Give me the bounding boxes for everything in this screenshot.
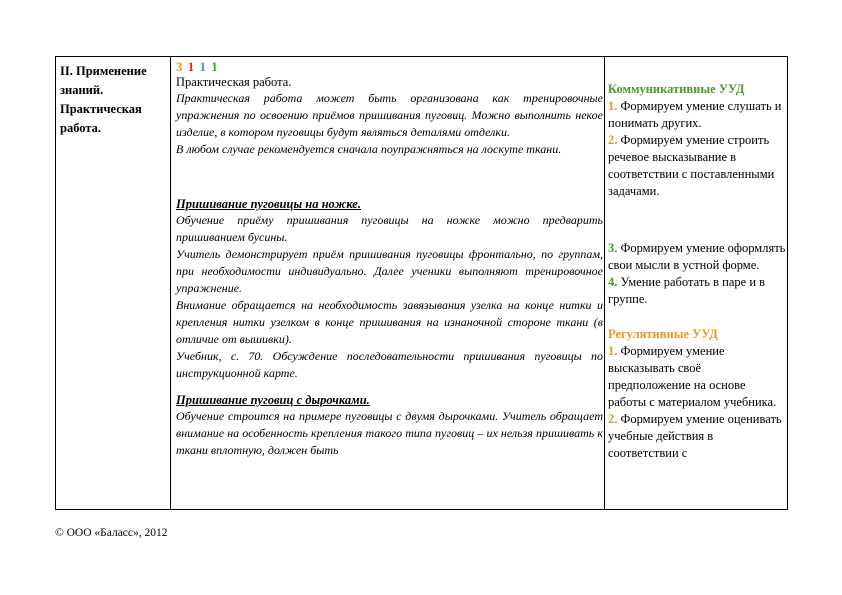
paragraph: Обучение строится на примере пуговицы с двумя дырочками. Учитель обращает внимание на особенность крепления такого типа пуговиц – их нельзя пришивать к ткани вплотную, должен быть (176, 409, 603, 457)
number-blue: 1 (199, 59, 207, 74)
stage-line: II. Применение (60, 64, 147, 78)
section-title: Практическая работа. (176, 75, 292, 89)
uud-item: 4. Умение работать в паре и в группе. (608, 275, 766, 306)
lesson-table (55, 56, 788, 510)
uud-item: 1. Формируем умение высказывать своё предположение на основе работы с материалом учебника. (608, 344, 777, 409)
number-red: 1 (187, 59, 196, 74)
uud-item: 2. Формируем умение оценивать учебные действия в соответствии с (608, 412, 782, 460)
paragraph: Обучение приёму пришивания пуговицы на ножке можно предварить пришиванием бусины. (176, 213, 603, 244)
uud-heading-communicative: Коммуникативные УУД (608, 82, 745, 96)
uud-item: 3. Формируем умение оформлять свои мысли в устной форме. (608, 241, 786, 272)
stage-line: работа. (60, 121, 102, 135)
paragraph: Учебник, с. 70. Обсуждение последовательности пришивания пуговицы по инструкционной карте. (176, 349, 603, 380)
uud-heading-regulative: Регулятивные УУД (608, 327, 718, 341)
copyright-footer: © ООО «Баласс», 2012 (55, 527, 168, 539)
paragraph: Внимание обращается на необходимость завязывания узелка на конце нитки и крепления нитки узелком в конце пришивания на изнаночной стороне ткани (в отличие от вышивки). (176, 298, 603, 346)
section-title: Пришивание пуговицы на ножке. (176, 197, 361, 211)
content-cell (176, 60, 603, 459)
stage-line: знаний. (60, 83, 104, 97)
paragraph: Практическая работа может быть организована как тренировочные упражнения по освоению приёмов пришивания пуговиц. Можно выполнить некое изделие, в котором пуговицы будут являться деталями отделки. (176, 91, 603, 139)
uud-item: 1. Формируем умение слушать и понимать других. (608, 99, 782, 130)
number-green: 1 (211, 59, 219, 74)
uud-cell (608, 81, 786, 462)
section-title: Пришивание пуговиц с дырочками. (176, 393, 370, 407)
difficulty-numbers (176, 60, 603, 74)
column-divider (170, 57, 171, 509)
stage-line: Практическая (60, 102, 142, 116)
uud-item: 2. Формируем умение строить речевое высказывание в соответствии с поставленными задачами. (608, 133, 775, 198)
number-orange: 3 (176, 59, 184, 74)
paragraph: В любом случае рекомендуется сначала поупражняться на лоскуте ткани. (176, 142, 562, 156)
paragraph: Учитель демонстрирует приём пришивания пуговицы фронтально, по группам, при необходимости индивидуально. Далее ученики выполняют тренировочное упражнение. (176, 247, 603, 295)
column-divider (604, 57, 605, 509)
stage-cell (60, 62, 168, 138)
